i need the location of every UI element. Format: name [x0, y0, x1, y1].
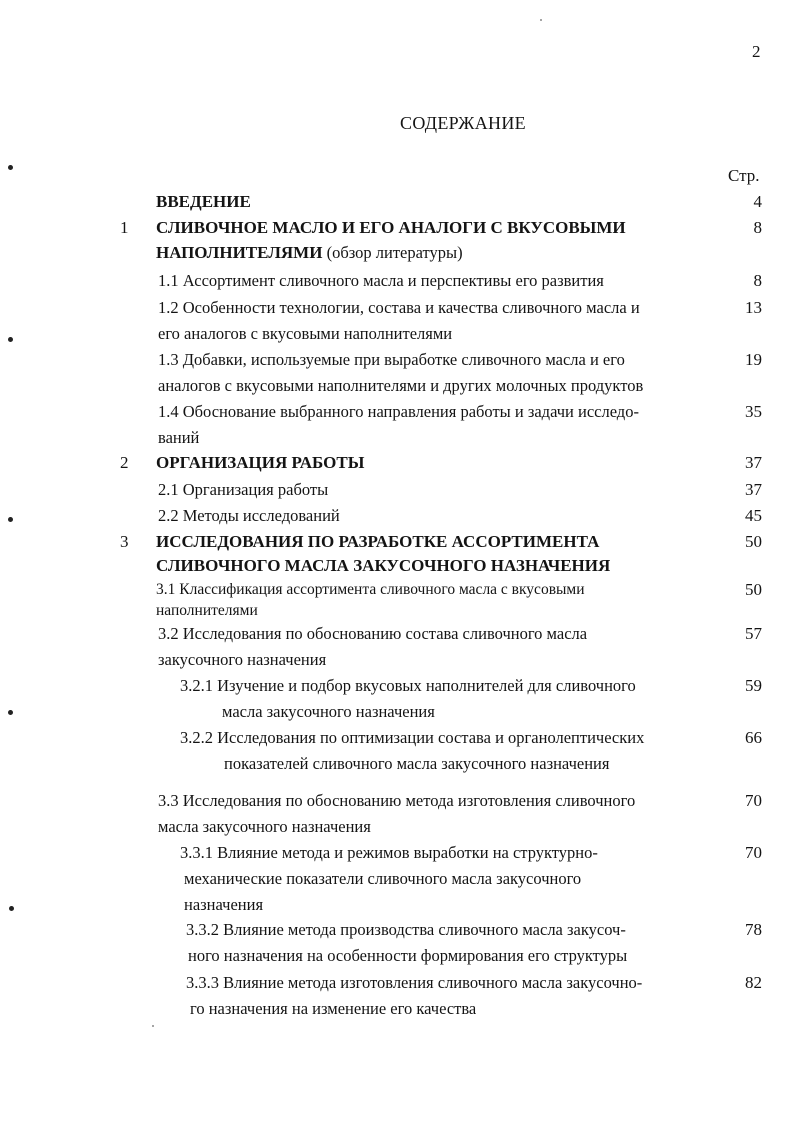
binding-mark [8, 165, 13, 170]
toc-entry-title: 3.2.2 Исследования по оптимизации состава и органолептических [180, 728, 645, 747]
toc-entry-title: 1.2 Особенности технологии, состава и качества сливочного масла и [158, 298, 640, 317]
toc-entry-title-continuation: его аналогов с вкусовыми наполнителями [158, 324, 453, 343]
toc-entry-page: 70 [745, 791, 762, 810]
toc-entry-title-continuation: аналогов с вкусовыми наполнителями и других молочных продуктов [158, 376, 644, 395]
binding-mark [8, 337, 13, 342]
toc-entry-title: 3.2.1 Изучение и подбор вкусовых наполнителей для сливочного [180, 676, 636, 695]
toc-entry-title-continuation: ного назначения на особенности формирования его структуры [188, 946, 628, 965]
toc-entry-page: 37 [745, 480, 762, 499]
toc-entry-title-continuation: механические показатели сливочного масла закусочного [184, 869, 582, 888]
toc-entry-title: ОРГАНИЗАЦИЯ РАБОТЫ [156, 453, 365, 472]
toc-entry-title: СЛИВОЧНОЕ МАСЛО И ЕГО АНАЛОГИ С ВКУСОВЫМИ [156, 218, 626, 237]
toc-entry-page: 57 [745, 624, 762, 643]
toc-entry-page: 8 [753, 271, 762, 290]
toc-entry-title: 2.2 Методы исследований [158, 506, 340, 525]
document-title: СОДЕРЖАНИЕ [400, 113, 526, 133]
scan-speck [540, 19, 542, 21]
page-column-header: Стр. [728, 166, 760, 185]
scan-speck [152, 1025, 154, 1027]
toc-entry-title: 3.3.3 Влияние метода изготовления сливочного масла закусочно- [186, 973, 643, 992]
toc-entry-page: 50 [745, 580, 762, 599]
toc-entry-title-continuation: назначения [184, 895, 264, 914]
toc-entry-number: 3 [120, 532, 129, 551]
toc-entry-page: 66 [745, 728, 762, 747]
toc-entry-title: 3.1 Классификация ассортимента сливочного масла с вкусовыми [156, 581, 585, 598]
toc-entry-title: 3.2 Исследования по обоснованию состава сливочного масла [158, 624, 588, 643]
toc-entry-title-continuation: показателей сливочного масла закусочного назначения [224, 754, 610, 773]
toc-entry-title-continuation: наполнителями [156, 602, 258, 619]
toc-entry-title-continuation: го назначения на изменение его качества [190, 999, 477, 1018]
toc-entry-title-bold: НАПОЛНИТЕЛЯМИ [156, 243, 323, 262]
toc-entry-title: 1.4 Обоснование выбранного направления работы и задачи исследо- [158, 402, 639, 421]
toc-entry-title-continuation: масла закусочного назначения [222, 702, 435, 721]
toc-entry-page: 19 [745, 350, 762, 369]
toc-entry-title-line2 [156, 243, 463, 263]
binding-mark [8, 517, 13, 522]
page-number: 2 [752, 42, 761, 61]
toc-entry-title-continuation: ваний [158, 428, 200, 447]
binding-mark [8, 710, 13, 715]
toc-entry-title: 3.3.1 Влияние метода и режимов выработки на структурно- [180, 843, 598, 862]
toc-entry-title: 2.1 Организация работы [158, 480, 329, 499]
toc-entry-title-continuation: СЛИВОЧНОГО МАСЛА ЗАКУСОЧНОГО НАЗНАЧЕНИЯ [156, 556, 611, 575]
toc-entry-page: 37 [745, 453, 762, 472]
toc-entry-page: 45 [745, 506, 762, 525]
toc-entry-title-suffix: (обзор литературы) [322, 243, 463, 262]
toc-entry-title: 3.3.2 Влияние метода производства сливочного масла закусоч- [186, 920, 626, 939]
toc-entry-title: 1.1 Ассортимент сливочного масла и перспективы его развития [158, 271, 604, 290]
toc-entry-page: 4 [753, 192, 762, 211]
binding-mark [9, 906, 14, 911]
toc-entry-page: 70 [745, 843, 762, 862]
toc-entry-number: 2 [120, 453, 129, 472]
toc-entry-number: 1 [120, 218, 129, 237]
toc-entry-title-continuation: закусочного назначения [158, 650, 327, 669]
toc-entry-title-continuation: масла закусочного назначения [158, 817, 371, 836]
toc-entry-title: 1.3 Добавки, используемые при выработке сливочного масла и его [158, 350, 625, 369]
toc-entry-title: ИССЛЕДОВАНИЯ ПО РАЗРАБОТКЕ АССОРТИМЕНТА [156, 532, 600, 551]
toc-entry-title: 3.3 Исследования по обоснованию метода изготовления сливочного [158, 791, 636, 810]
toc-entry-page: 35 [745, 402, 762, 421]
toc-entry-page: 8 [753, 218, 762, 237]
toc-entry-page: 50 [745, 532, 762, 551]
toc-entry-page: 82 [745, 973, 762, 992]
toc-entry-page: 78 [745, 920, 762, 939]
toc-entry-page: 59 [745, 676, 762, 695]
toc-entry-title: ВВЕДЕНИЕ [156, 192, 251, 211]
toc-entry-page: 13 [745, 298, 762, 317]
